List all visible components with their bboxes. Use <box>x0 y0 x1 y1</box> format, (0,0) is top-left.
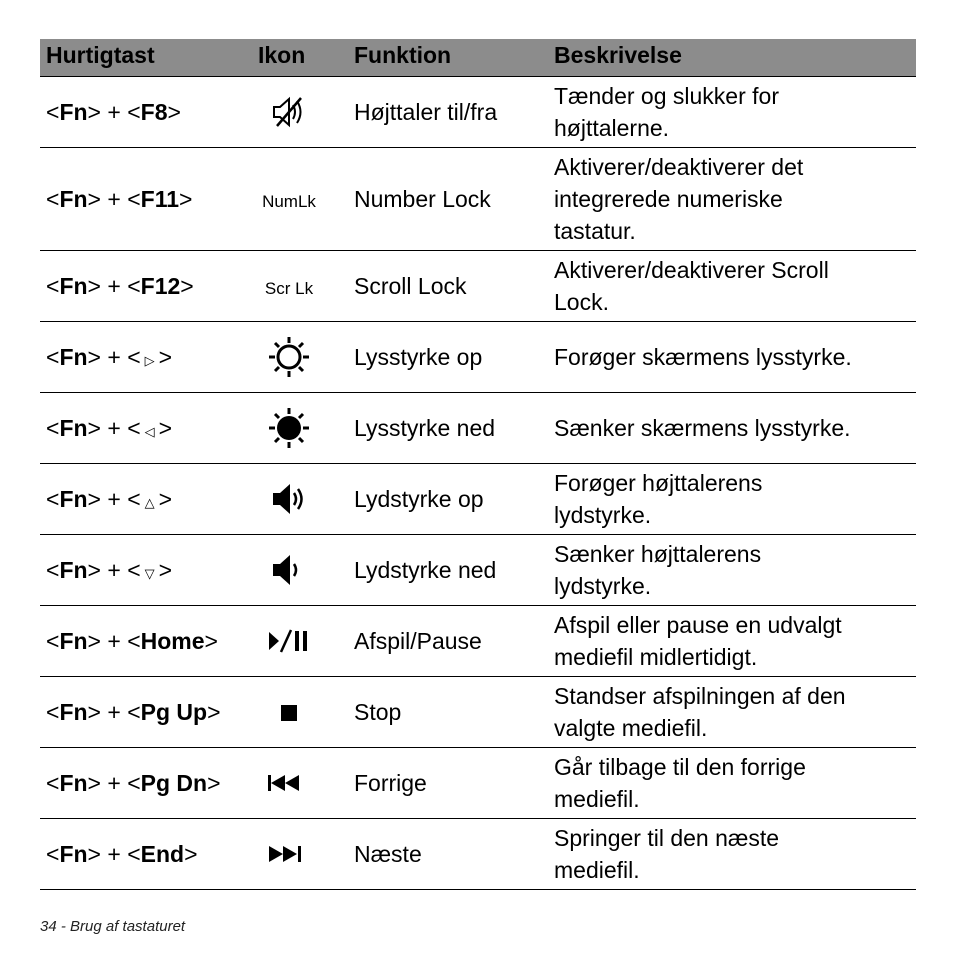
key-bracket: < <box>46 273 60 299</box>
arrow-key-icon: ▷ <box>144 353 155 368</box>
key-name: F12 <box>140 273 181 299</box>
key-bracket: < <box>46 99 60 125</box>
fn-key: Fn <box>59 841 88 867</box>
description-line: integrerede numeriske <box>554 186 783 212</box>
key-bracket: > <box>87 344 101 370</box>
key-bracket: > <box>87 99 101 125</box>
table-row <box>40 251 916 322</box>
key-bracket: > <box>87 557 101 583</box>
header-funktion: Funktion <box>354 42 452 68</box>
description-line: tastatur. <box>554 218 636 244</box>
brightness-up-icon <box>254 335 324 379</box>
fn-key: Fn <box>59 273 88 299</box>
description-line: højttalerne. <box>554 115 670 141</box>
key-bracket: > <box>87 770 101 796</box>
volume-down-icon <box>254 552 324 588</box>
key-bracket: > <box>179 186 193 212</box>
key-bracket: < <box>127 344 141 370</box>
hotkey-combo <box>46 483 172 519</box>
function-name: Number Lock <box>354 186 491 212</box>
stop-icon <box>254 697 324 727</box>
arrow-key-icon: ▽ <box>144 566 155 581</box>
table-row <box>40 77 916 148</box>
description-line: mediefil midlertidigt. <box>554 644 758 670</box>
fn-key: Fn <box>59 770 88 796</box>
table-row <box>40 464 916 535</box>
plus-sign: + <box>100 628 128 654</box>
description <box>554 822 916 886</box>
key-bracket: > <box>87 841 101 867</box>
previous-track-icon <box>254 771 324 795</box>
description <box>554 609 916 673</box>
volume-up-icon <box>254 481 324 517</box>
key-bracket: < <box>127 486 141 512</box>
fn-key: Fn <box>59 99 88 125</box>
key-name: Pg Up <box>140 699 208 725</box>
key-name: End <box>140 841 185 867</box>
hotkey-combo <box>46 341 172 377</box>
description-line: Standser afspilningen af den <box>554 683 846 709</box>
header-hurtigtast: Hurtigtast <box>46 42 155 68</box>
table-header <box>40 39 916 77</box>
key-bracket: > <box>87 273 101 299</box>
key-bracket: < <box>46 628 60 654</box>
plus-sign: + <box>100 186 128 212</box>
table-row <box>40 819 916 890</box>
description-line: Springer til den næste <box>554 825 780 851</box>
hotkey-combo <box>46 696 221 728</box>
table-row <box>40 606 916 677</box>
key-bracket: > <box>207 770 221 796</box>
table-row <box>40 535 916 606</box>
key-bracket: < <box>46 186 60 212</box>
description-line: Afspil eller pause en udvalgt <box>554 612 842 638</box>
key-bracket: > <box>87 699 101 725</box>
key-bracket: > <box>184 841 198 867</box>
table-row <box>40 148 916 251</box>
fn-key: Fn <box>59 486 88 512</box>
key-bracket: < <box>46 415 60 441</box>
plus-sign: + <box>100 486 128 512</box>
play-pause-icon <box>254 626 324 656</box>
function-name: Lysstyrke op <box>354 344 483 370</box>
key-bracket: < <box>46 699 60 725</box>
key-bracket: > <box>158 415 173 441</box>
description <box>554 680 916 744</box>
hotkey-combo <box>46 270 194 302</box>
key-bracket: < <box>127 99 141 125</box>
function-name: Forrige <box>354 770 427 796</box>
table-row <box>40 748 916 819</box>
key-bracket: < <box>46 344 60 370</box>
description-line: Aktiverer/deaktiverer det <box>554 154 804 180</box>
key-bracket: < <box>127 273 141 299</box>
icon-label-cell <box>254 183 324 218</box>
icon-label: Scr Lk <box>264 279 314 298</box>
key-bracket: < <box>46 557 60 583</box>
description-line: mediefil. <box>554 857 640 883</box>
description-line: Sænker højttalerens <box>554 541 762 567</box>
function-name: Scroll Lock <box>354 273 467 299</box>
description-line: Tænder og slukker for <box>554 83 779 109</box>
key-name: F11 <box>140 186 180 212</box>
hotkey-combo <box>46 625 218 657</box>
key-bracket: < <box>46 486 60 512</box>
plus-sign: + <box>100 99 128 125</box>
arrow-key-icon: ◁ <box>144 424 155 439</box>
hotkey-combo <box>46 767 221 799</box>
function-name: Lydstyrke ned <box>354 557 497 583</box>
fn-key: Fn <box>59 557 88 583</box>
next-track-icon <box>254 842 324 866</box>
hotkey-combo <box>46 183 192 215</box>
speaker-mute-icon <box>254 95 324 129</box>
table-row <box>40 322 916 393</box>
header-beskrivelse: Beskrivelse <box>554 42 682 68</box>
plus-sign: + <box>100 557 128 583</box>
fn-key: Fn <box>59 628 88 654</box>
function-name: Højttaler til/fra <box>354 99 498 125</box>
plus-sign: + <box>100 841 128 867</box>
description <box>554 341 916 373</box>
key-bracket: < <box>46 770 60 796</box>
key-name: Pg Dn <box>140 770 208 796</box>
hotkey-combo <box>46 96 181 128</box>
arrow-key-icon: △ <box>144 495 155 510</box>
key-bracket: < <box>127 841 141 867</box>
key-bracket: > <box>204 628 218 654</box>
key-bracket: > <box>207 699 221 725</box>
header-ikon: Ikon <box>258 42 306 68</box>
description-line: lydstyrke. <box>554 502 652 528</box>
key-bracket: > <box>87 486 101 512</box>
function-name: Næste <box>354 841 422 867</box>
description <box>554 412 916 444</box>
fn-key: Fn <box>59 415 88 441</box>
key-name: Home <box>140 628 205 654</box>
key-bracket: < <box>127 557 141 583</box>
description <box>554 538 916 602</box>
key-bracket: > <box>158 557 173 583</box>
description-line: Forøger skærmens lysstyrke. <box>554 344 852 370</box>
brightness-down-icon <box>254 406 324 450</box>
key-name: F8 <box>140 99 168 125</box>
description <box>554 467 916 531</box>
description <box>554 151 916 247</box>
icon-label: NumLk <box>262 192 316 211</box>
description-line: Aktiverer/deaktiverer Scroll <box>554 257 829 283</box>
fn-key: Fn <box>59 186 88 212</box>
hotkey-combo <box>46 412 172 448</box>
icon-label-cell <box>254 270 324 305</box>
key-bracket: > <box>158 486 173 512</box>
plus-sign: + <box>100 273 128 299</box>
plus-sign: + <box>100 344 128 370</box>
description <box>554 80 916 144</box>
key-bracket: > <box>87 628 101 654</box>
description-line: Går tilbage til den forrige <box>554 754 806 780</box>
key-bracket: < <box>127 770 141 796</box>
description <box>554 751 916 815</box>
description-line: lydstyrke. <box>554 573 652 599</box>
key-bracket: > <box>158 344 173 370</box>
description-line: Lock. <box>554 289 609 315</box>
description <box>554 254 916 318</box>
plus-sign: + <box>100 770 128 796</box>
hotkey-combo <box>46 554 172 590</box>
description-line: mediefil. <box>554 786 640 812</box>
key-bracket: > <box>87 415 101 441</box>
page-footer: 34 - Brug af tastaturet <box>40 918 186 935</box>
description-line: Forøger højttalerens <box>554 470 763 496</box>
key-bracket: > <box>87 186 101 212</box>
hotkey-table <box>40 39 916 890</box>
function-name: Lydstyrke op <box>354 486 484 512</box>
key-bracket: > <box>167 99 181 125</box>
key-bracket: < <box>127 699 141 725</box>
key-bracket: < <box>127 628 141 654</box>
key-bracket: < <box>46 841 60 867</box>
description-line: Sænker skærmens lysstyrke. <box>554 415 851 441</box>
function-name: Afspil/Pause <box>354 628 482 654</box>
key-bracket: < <box>127 186 141 212</box>
table-row <box>40 393 916 464</box>
fn-key: Fn <box>59 344 88 370</box>
plus-sign: + <box>100 699 128 725</box>
plus-sign: + <box>100 415 128 441</box>
key-bracket: < <box>127 415 141 441</box>
table-row <box>40 677 916 748</box>
description-line: valgte mediefil. <box>554 715 708 741</box>
fn-key: Fn <box>59 699 88 725</box>
function-name: Lysstyrke ned <box>354 415 496 441</box>
function-name: Stop <box>354 699 402 725</box>
hotkey-combo <box>46 838 198 870</box>
key-bracket: > <box>180 273 194 299</box>
